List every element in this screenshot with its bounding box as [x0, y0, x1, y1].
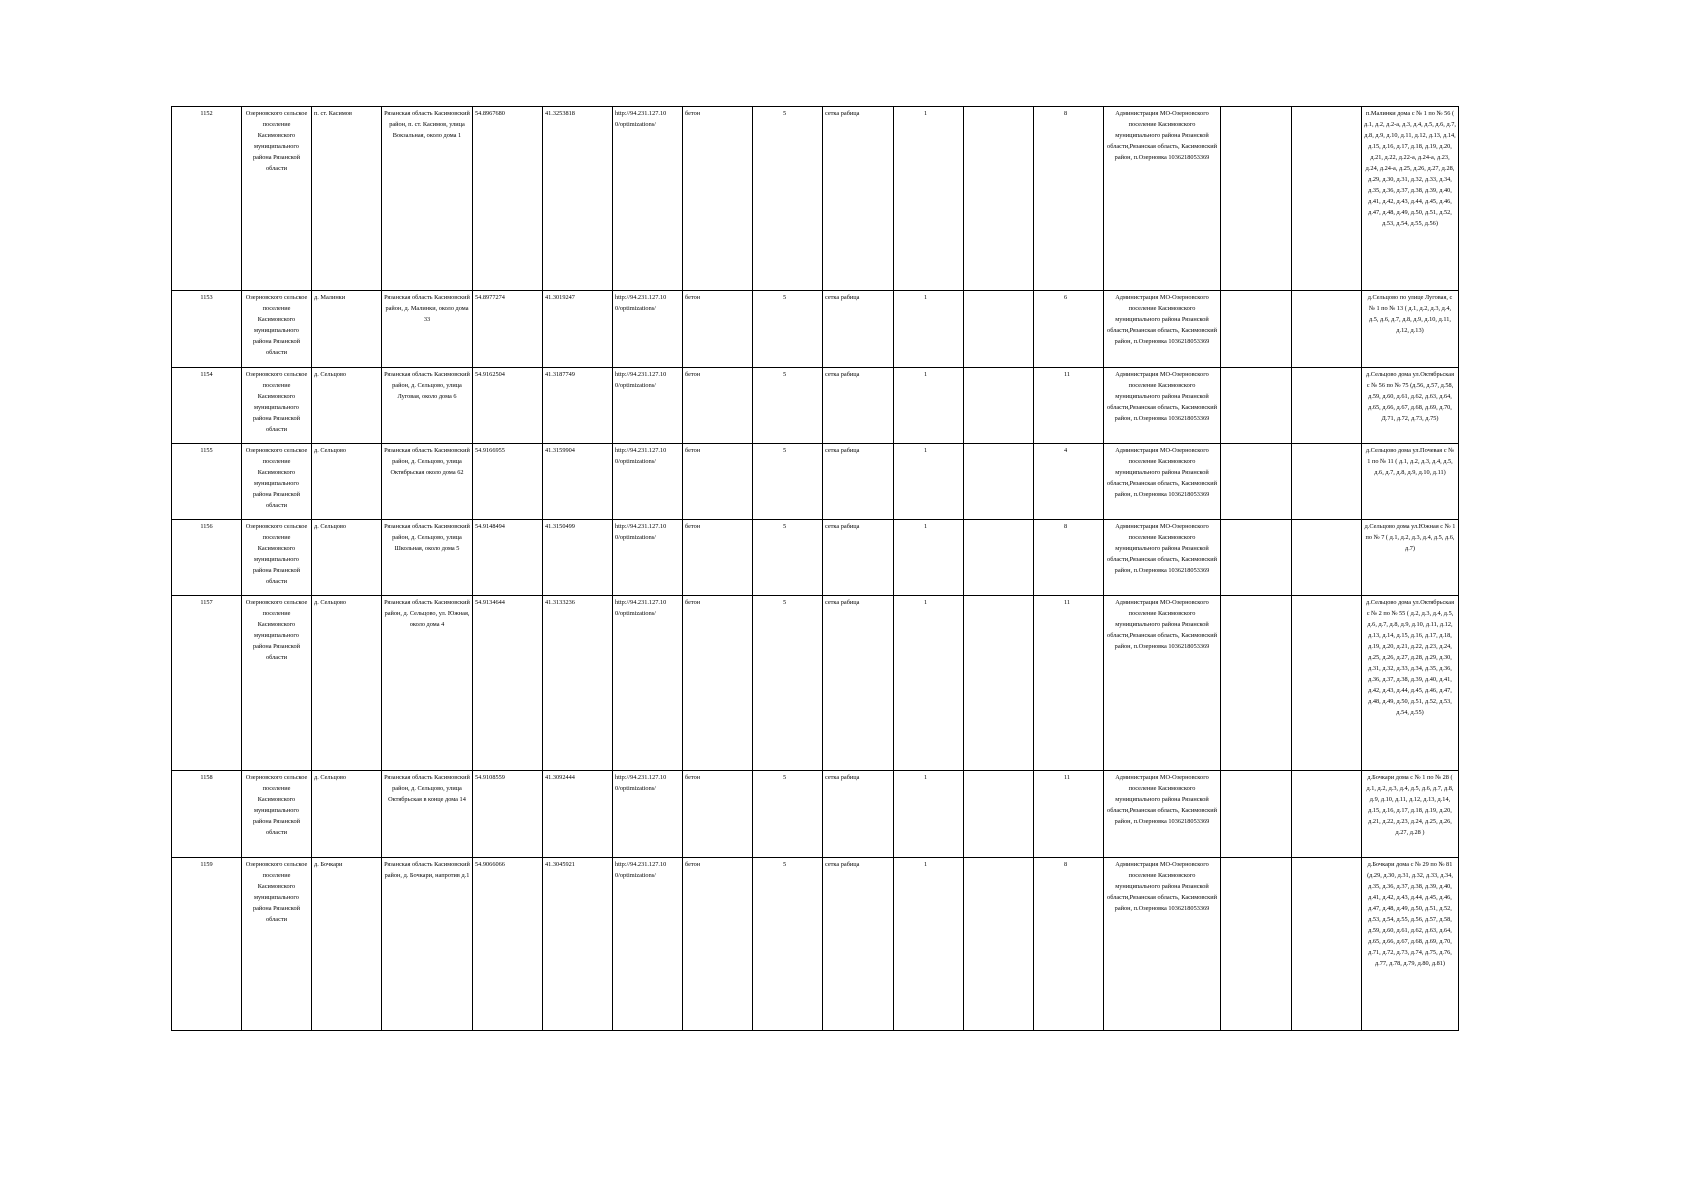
- cell-material: бетон: [683, 368, 753, 444]
- cell-containers: 1: [894, 771, 964, 858]
- cell-volume: 4: [1034, 444, 1104, 520]
- cell-material: бетон: [683, 291, 753, 368]
- cell-url: http://94.231.127.10 0/optimizations/: [613, 107, 683, 291]
- cell-owner: Администрация МО-Озерновского поселение Касимовского муниципального района Рязанской области,Рязанская область, Касимовский район, п.Озерновка 1036218053369: [1104, 520, 1221, 596]
- cell-empty2: [1221, 520, 1292, 596]
- cell-empty1: [964, 368, 1034, 444]
- cell-locality: д. Сельцово: [312, 368, 382, 444]
- cell-lon: 41.3187749: [543, 368, 613, 444]
- cell-lat: 54.9166955: [473, 444, 543, 520]
- cell-lat: 54.9134644: [473, 596, 543, 771]
- cell-fence: сетка рабица: [823, 368, 894, 444]
- cell-volume: 8: [1034, 520, 1104, 596]
- cell-address: Рязанская область Касимовский район, д. Бочкари, напротив д.1: [382, 858, 473, 1031]
- cell-url: http://94.231.127.10 0/optimizations/: [613, 858, 683, 1031]
- cell-empty2: [1221, 444, 1292, 520]
- cell-address: Рязанская область Касимовский район, д. Сельцово, улица Октябрьская в конце дома 14: [382, 771, 473, 858]
- cell-volume: 8: [1034, 858, 1104, 1031]
- cell-settlement: Озерновского сельское поселение Касимовского муниципального района Рязанской области: [242, 107, 312, 291]
- cell-lon: 41.3045921: [543, 858, 613, 1031]
- cell-material: бетон: [683, 858, 753, 1031]
- cell-locality: д. Сельцово: [312, 771, 382, 858]
- cell-owner: Администрация МО-Озерновского поселение Касимовского муниципального района Рязанской области,Рязанская область, Касимовский район, п.Озерновка 1036218053369: [1104, 444, 1221, 520]
- cell-settlement: Озерновского сельское поселение Касимовского муниципального района Рязанской области: [242, 520, 312, 596]
- cell-area: 5: [753, 771, 823, 858]
- cell-owner: Администрация МО-Озерновского поселение Касимовского муниципального района Рязанской области,Рязанская область, Касимовский район, п.Озерновка 1036218053369: [1104, 107, 1221, 291]
- cell-id: 1156: [172, 520, 242, 596]
- cell-area: 5: [753, 368, 823, 444]
- cell-settlement: Озерновского сельское поселение Касимовского муниципального района Рязанской области: [242, 596, 312, 771]
- cell-owner: Администрация МО-Озерновского поселение Касимовского муниципального района Рязанской области,Рязанская область, Касимовский район, п.Озерновка 1036218053369: [1104, 291, 1221, 368]
- cell-fence: сетка рабица: [823, 520, 894, 596]
- cell-volume: 11: [1034, 771, 1104, 858]
- cell-owner: Администрация МО-Озерновского поселение Касимовского муниципального района Рязанской области,Рязанская область, Касимовский район, п.Озерновка 1036218053369: [1104, 596, 1221, 771]
- cell-empty3: [1292, 291, 1362, 368]
- cell-lat: 54.9162504: [473, 368, 543, 444]
- table-row: [172, 858, 1459, 1031]
- cell-served: д.Сельцово дома ул.Южная с № 1 по № 7 ( д.1, д.2, д.3, д.4, д.5, д.6, д.7): [1362, 520, 1459, 596]
- cell-empty3: [1292, 771, 1362, 858]
- cell-area: 5: [753, 858, 823, 1031]
- cell-url: http://94.231.127.10 0/optimizations/: [613, 368, 683, 444]
- cell-area: 5: [753, 291, 823, 368]
- cell-served: д.Бочкари дома с № 29 по № 81 (д.29, д.30, д.31, д.32, д.33, д.34, д.35, д.36, д.37, д.38, д.39, д.40, д.41, д.42, д.43, д.44, д.45, д.46, д.47, д.48, д.49, д.50, д.51, д.52, д.53, д.54, д.55, д.56, д.57, д.58, д.59, д.60, д.61, д.62, д.63, д.64, д.65, д.66, д.67, д.68, д.69, д.70, д.71, д.72, д.73, д.74, д.75, д.76, д.77, д.78, д.79, д.80, д.81): [1362, 858, 1459, 1031]
- cell-lon: 41.3092444: [543, 771, 613, 858]
- cell-empty2: [1221, 771, 1292, 858]
- cell-containers: 1: [894, 107, 964, 291]
- cell-empty2: [1221, 107, 1292, 291]
- cell-empty1: [964, 107, 1034, 291]
- cell-empty1: [964, 771, 1034, 858]
- cell-empty1: [964, 596, 1034, 771]
- cell-lon: 41.3019247: [543, 291, 613, 368]
- cell-id: 1154: [172, 368, 242, 444]
- cell-lat: 54.8977274: [473, 291, 543, 368]
- cell-locality: д. Сельцово: [312, 444, 382, 520]
- cell-settlement: Озерновского сельское поселение Касимовского муниципального района Рязанской области: [242, 771, 312, 858]
- cell-fence: сетка рабица: [823, 444, 894, 520]
- cell-empty1: [964, 291, 1034, 368]
- cell-fence: сетка рабица: [823, 858, 894, 1031]
- table-row: [172, 596, 1459, 771]
- cell-locality: п. ст. Касимов: [312, 107, 382, 291]
- cell-empty1: [964, 444, 1034, 520]
- cell-lon: 41.3133236: [543, 596, 613, 771]
- cell-empty2: [1221, 368, 1292, 444]
- cell-empty1: [964, 520, 1034, 596]
- cell-served: д.Бочкари дома с № 1 по № 28 ( д.1, д.2, д.3, д.4, д.5, д.6, д.7, д.8, д.9, д.10, д.11, д.12, д.13, д.14, д.15, д.16, д.17, д.18, д.19, д.20, д.21, д.22, д.23, д.24, д.25, д.26, д.27, д.28 ): [1362, 771, 1459, 858]
- cell-settlement: Озерновского сельское поселение Касимовского муниципального района Рязанской области: [242, 368, 312, 444]
- cell-empty1: [964, 858, 1034, 1031]
- cell-served: п.Малинки дома с № 1 по № 56 ( д.1, д.2, д.2-а, д.3, д.4, д.5, д.6, д.7, д.8, д.9, д.10, д.11, д.12, д.13, д.14, д.15, д.16, д.17, д.18, д.19, д.20, д.21, д.22, д.22-а, д.24-а, д.23, д.24, д.24-а, д.25, д.26, д.27, д.28, д.29, д.30, д.31, д.32, д.33, д.34, д.35, д.36, д.37, д.38, д.39, д.40, д.41, д.42, д.43, д.44, д.45, д.46, д.47, д.48, д.49, д.50, д.51, д.52, д.53, д.54, д.55, д.56): [1362, 107, 1459, 291]
- cell-volume: 8: [1034, 107, 1104, 291]
- cell-containers: 1: [894, 368, 964, 444]
- cell-area: 5: [753, 107, 823, 291]
- cell-served: д.Сельцово дома ул.Октябрьская с № 2 по № 55 ( д.2, д.3, д.4, д.5, д.6, д.7, д.8, д.9, д.10, д.11, д.12, д.13, д.14, д.15, д.16, д.17, д.18, д.19, д.20, д.21, д.22, д.23, д.24, д.25, д.26, д.27, д.28, д.29, д.30, д.31, д.32, д.33, д.34, д.35, д.36, д.36, д.37, д.38, д.39, д.40, д.41, д.42, д.43, д.44, д.45, д.46, д.47, д.48, д.49, д.50, д.51, д.52, д.53, д.54, д.55): [1362, 596, 1459, 771]
- cell-area: 5: [753, 520, 823, 596]
- table-row: [172, 444, 1459, 520]
- cell-lat: 54.9066066: [473, 858, 543, 1031]
- cell-volume: 11: [1034, 596, 1104, 771]
- cell-owner: Администрация МО-Озерновского поселение Касимовского муниципального района Рязанской области,Рязанская область, Касимовский район, п.Озерновка 1036218053369: [1104, 858, 1221, 1031]
- cell-address: Рязанская область Касимовский район, д. Сельцово, улица Октябрьская около дома 62: [382, 444, 473, 520]
- cell-containers: 1: [894, 858, 964, 1031]
- cell-locality: д. Сельцово: [312, 596, 382, 771]
- cell-owner: Администрация МО-Озерновского поселение Касимовского муниципального района Рязанской области,Рязанская область, Касимовский район, п.Озерновка 1036218053369: [1104, 368, 1221, 444]
- cell-locality: д. Сельцово: [312, 520, 382, 596]
- cell-settlement: Озерновского сельское поселение Касимовского муниципального района Рязанской области: [242, 444, 312, 520]
- cell-url: http://94.231.127.10 0/optimizations/: [613, 291, 683, 368]
- cell-empty2: [1221, 596, 1292, 771]
- cell-fence: сетка рабица: [823, 107, 894, 291]
- cell-address: Рязанская область Касимовский район, д. Малинки, около дома 33: [382, 291, 473, 368]
- cell-owner: Администрация МО-Озерновского поселение Касимовского муниципального района Рязанской области,Рязанская область, Касимовский район, п.Озерновка 1036218053369: [1104, 771, 1221, 858]
- registry-table: [171, 106, 1459, 1031]
- cell-material: бетон: [683, 771, 753, 858]
- cell-served: д.Сельцово по улице Луговая, с № 1 по № 13 ( д.1, д.2, д.3, д.4, д.5, д.6, д.7, д.8, д.9, д.10, д.11, д.12, д.13): [1362, 291, 1459, 368]
- cell-empty3: [1292, 520, 1362, 596]
- cell-url: http://94.231.127.10 0/optimizations/: [613, 771, 683, 858]
- cell-lat: 54.8967680: [473, 107, 543, 291]
- cell-containers: 1: [894, 291, 964, 368]
- cell-lat: 54.9148494: [473, 520, 543, 596]
- cell-id: 1159: [172, 858, 242, 1031]
- cell-fence: сетка рабица: [823, 771, 894, 858]
- cell-empty3: [1292, 858, 1362, 1031]
- cell-material: бетон: [683, 520, 753, 596]
- cell-url: http://94.231.127.10 0/optimizations/: [613, 444, 683, 520]
- cell-address: Рязанская область Касимовский район, п. ст. Касимов, улица Вокзальная, около дома 1: [382, 107, 473, 291]
- cell-id: 1155: [172, 444, 242, 520]
- cell-served: д.Сельцово дома ул.Почевая с № 1 по № 11 ( д.1, д.2, д.3, д.4, д.5, д.6, д.7, д.8, д.9, д.10, д.11): [1362, 444, 1459, 520]
- cell-lat: 54.9108559: [473, 771, 543, 858]
- cell-volume: 11: [1034, 368, 1104, 444]
- cell-locality: д. Бочкари: [312, 858, 382, 1031]
- cell-material: бетон: [683, 444, 753, 520]
- cell-lon: 41.3150499: [543, 520, 613, 596]
- cell-containers: 1: [894, 596, 964, 771]
- cell-address: Рязанская область Касимовский район, д. Сельцово, улица Школьная, около дома 5: [382, 520, 473, 596]
- cell-fence: сетка рабица: [823, 596, 894, 771]
- cell-id: 1152: [172, 107, 242, 291]
- cell-settlement: Озерновского сельское поселение Касимовского муниципального района Рязанской области: [242, 858, 312, 1031]
- cell-id: 1158: [172, 771, 242, 858]
- cell-address: Рязанская область Касимовский район, д. Сельцово, ул. Южная, около дома 4: [382, 596, 473, 771]
- cell-empty3: [1292, 368, 1362, 444]
- cell-locality: д. Малинки: [312, 291, 382, 368]
- cell-material: бетон: [683, 107, 753, 291]
- table-row: [172, 520, 1459, 596]
- cell-address: Рязанская область Касимовский район, д. Сельцово, улица Луговая, около дома 6: [382, 368, 473, 444]
- table-row: [172, 107, 1459, 291]
- cell-containers: 1: [894, 520, 964, 596]
- table-row: [172, 368, 1459, 444]
- cell-area: 5: [753, 444, 823, 520]
- cell-url: http://94.231.127.10 0/optimizations/: [613, 596, 683, 771]
- cell-empty2: [1221, 858, 1292, 1031]
- cell-volume: 6: [1034, 291, 1104, 368]
- cell-id: 1153: [172, 291, 242, 368]
- cell-material: бетон: [683, 596, 753, 771]
- table-row: [172, 291, 1459, 368]
- table-row: [172, 771, 1459, 858]
- cell-served: д.Сельцово дома ул.Октябрьская с № 56 по № 75 (д.56, д.57, д.58, д.59, д.60, д.61, д.62, д.63, д.64, д.65, д.66, д.67, д.68, д.69, д.70, Д.71, д.72, д.73, д.75): [1362, 368, 1459, 444]
- cell-id: 1157: [172, 596, 242, 771]
- cell-empty3: [1292, 107, 1362, 291]
- cell-lon: 41.3159904: [543, 444, 613, 520]
- cell-lon: 41.3253818: [543, 107, 613, 291]
- cell-url: http://94.231.127.10 0/optimizations/: [613, 520, 683, 596]
- cell-settlement: Озерновского сельское поселение Касимовского муниципального района Рязанской области: [242, 291, 312, 368]
- cell-empty3: [1292, 444, 1362, 520]
- cell-fence: сетка рабица: [823, 291, 894, 368]
- cell-containers: 1: [894, 444, 964, 520]
- cell-empty3: [1292, 596, 1362, 771]
- table-body: [172, 107, 1459, 1031]
- cell-empty2: [1221, 291, 1292, 368]
- cell-area: 5: [753, 596, 823, 771]
